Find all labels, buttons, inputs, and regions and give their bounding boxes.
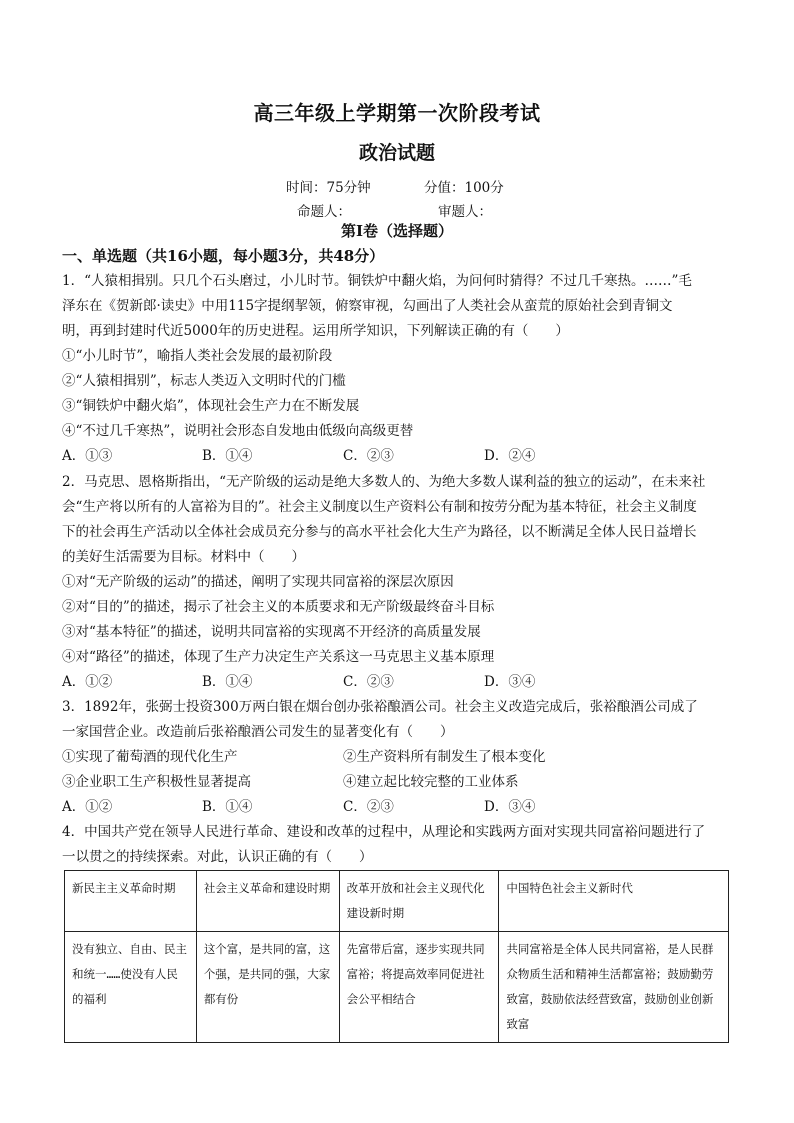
answer-option-c[interactable]: C．②③ — [343, 448, 394, 464]
question-text-line: 2．马克思、恩格斯指出，“无产阶级的运动是绝大多数人的、为绝大多数人谋利益的独立的运动”，在未来社 — [62, 474, 706, 490]
answer-option-a[interactable]: A．①② — [62, 799, 113, 815]
answer-option-b[interactable]: B．①④ — [202, 799, 253, 815]
question-text-line: 明，再到封建时代近5000年的历史进程。运用所学知识，下列解读正确的有（ ） — [62, 323, 569, 339]
table-header-cell — [65, 871, 197, 932]
question-text-line: 一家国营企业。改造前后张裕酿酒公司发生的显著变化有（ ） — [62, 724, 454, 740]
question-text-line: 会“生产将以所有的人富裕为目的”。社会主义制度以生产资料公有制和按劳分配为基本特征，社会主义制度 — [62, 499, 697, 515]
statement-item: ②生产资料所有制发生了根本变化 — [343, 749, 546, 765]
question-text-line: 1．“人猿相揖别。只几个石头磨过，小儿时节。铜铁炉中翻火焰，为问何时猜得？不过几千寒热。……”毛 — [62, 273, 692, 289]
table-cell: 先富带后富，逐步实现共同富裕；将提高效率同促进社会公平相结合 — [339, 932, 499, 1043]
table-cell: 没有独立、自由、民主和统一……使没有人民的福利 — [65, 932, 197, 1043]
answer-option-d[interactable]: D．②④ — [484, 448, 536, 464]
table-header-label: 社会主义革命和建设时期 — [203, 881, 331, 895]
question-text-line: 下的社会再生产活动以全体社会成员充分参与的高水平社会化大生产为路径，以不断满足全体人民日益增长 — [62, 524, 697, 540]
table-header-label: 改革开放和社会主义现代化建设新时期 — [346, 881, 485, 920]
question-text-line: 一以贯之的持续探索。对此，认识正确的有（ ） — [62, 849, 373, 865]
question-text-line: 泽东在《贺新郎·读史》中用115字提纲挈领，俯察审视，勾画出了人类社会从蛮荒的原始社会到青铜文 — [62, 298, 673, 314]
statement-item: ①对“无产阶级的运动”的描述，阐明了实现共同富裕的深层次原因 — [62, 574, 454, 590]
table-header-cell — [339, 871, 499, 932]
table-cell: 这个富，是共同的富，这个强，是共同的强，大家都有份 — [196, 932, 339, 1043]
statement-item: ④“不过几千寒热”，说明社会形态自发地由低级向高级更替 — [62, 423, 414, 439]
time-label: 时间：75分钟 — [286, 180, 371, 196]
answer-option-b[interactable]: B．①④ — [202, 674, 253, 690]
answer-option-c[interactable]: C．②③ — [343, 674, 394, 690]
table-header-label: 新民主主义革命时期 — [72, 881, 176, 895]
question-text-line: 3．1892年，张弼士投资300万两白银在烟台创办张裕酿酒公司。社会主义改造完成后，张裕酿酒公司成了 — [62, 699, 698, 715]
statement-item: ④对“路径”的描述，体现了生产力决定生产关系这一马克思主义基本原理 — [62, 649, 495, 665]
statement-item: ③对“基本特征”的描述，说明共同富裕的实现离不开经济的高质量发展 — [62, 624, 481, 640]
question-text-line: 4．中国共产党在领导人民进行革命、建设和改革的过程中，从理论和实践两方面对实现共同富裕问题进行了 — [62, 824, 706, 840]
table-header-cell — [196, 871, 339, 932]
part-title: 第Ⅰ卷（选择题） — [340, 222, 454, 240]
answer-option-a[interactable]: A．①② — [62, 674, 113, 690]
statement-item: ①“小儿时节”，喻指人类社会发展的最初阶段 — [62, 348, 333, 364]
author-label: 命题人： — [297, 204, 351, 220]
answer-option-a[interactable]: A．①③ — [62, 448, 113, 464]
table-row — [65, 932, 729, 1043]
answer-option-d[interactable]: D．③④ — [484, 799, 536, 815]
statement-item: ③“铜铁炉中翻火焰”，体现社会生产力在不断发展 — [62, 398, 360, 414]
table-header-row — [65, 871, 729, 932]
answer-option-d[interactable]: D．③④ — [484, 674, 536, 690]
exam-title: 高三年级上学期第一次阶段考试 — [253, 101, 541, 125]
reviewer-label: 审题人： — [438, 204, 492, 220]
subject-title: 政治试题 — [358, 142, 435, 164]
statement-item: ①实现了葡萄酒的现代化生产 — [62, 749, 238, 765]
table-cell: 共同富裕是全体人民共同富裕，是人民群众物质生活和精神生活都富裕；鼓励勤劳致富，鼓励依法经营致富，鼓励创业创新致富 — [499, 932, 729, 1043]
statement-item: ④建立起比较完整的工业体系 — [343, 774, 519, 790]
section-title: 一、单选题（共16小题，每小题3分，共48分） — [62, 247, 385, 265]
score-label: 分值：100分 — [424, 180, 504, 196]
answer-option-c[interactable]: C．②③ — [343, 799, 394, 815]
table-header-cell — [499, 871, 729, 932]
question-text-line: 的美好生活需要为目标。材料中（ ） — [62, 549, 305, 565]
statement-item: ②“人猿相揖别”，标志人类迈入文明时代的门槛 — [62, 373, 346, 389]
statement-item: ②对“目的”的描述，揭示了社会主义的本质要求和无产阶级最终奋斗目标 — [62, 599, 495, 615]
policy-table — [64, 870, 729, 1043]
answer-option-b[interactable]: B．①④ — [202, 448, 253, 464]
table-header-label: 中国特色社会主义新时代 — [506, 881, 633, 895]
statement-item: ③企业职工生产积极性显著提高 — [62, 774, 251, 790]
